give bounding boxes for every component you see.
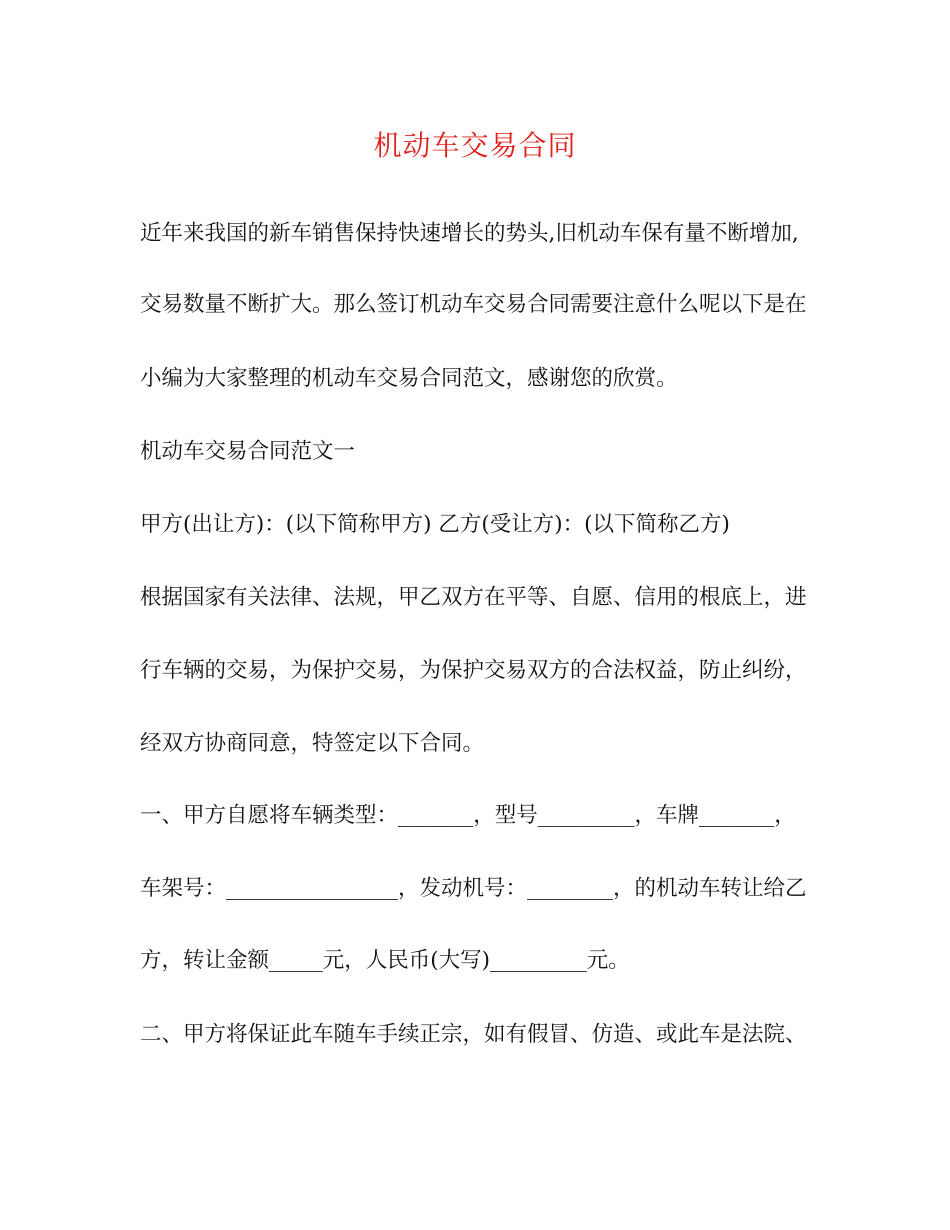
clause-line: 方，转让金额_____元，人民币(大写)_________元。 xyxy=(140,948,630,973)
clause-line: 二、甲方将保证此车随车手续正宗，如有假冒、仿造、或此车是法院、 xyxy=(140,1022,807,1047)
paragraph-line: 近年来我国的新车销售保持快速增长的势头,旧机动车保有量不断增加, xyxy=(140,221,799,246)
paragraph-line: 行车辆的交易，为保护交易，为保护交易双方的合法权益，防止纠纷， xyxy=(140,658,807,683)
party-line: 甲方(出让方)：(以下简称甲方) 乙方(受让方)：(以下简称乙方) xyxy=(140,512,730,537)
clause-line: 车架号：________________，发动机号：________，的机动车转让给乙 xyxy=(140,876,807,901)
paragraph-line: 交易数量不断扩大。那么签订机动车交易合同需要注意什么呢以下是在 xyxy=(140,292,807,317)
paragraph-line: 根据国家有关法律、法规，甲乙双方在平等、自愿、信用的根底上，进 xyxy=(140,585,807,610)
paragraph-line: 经双方协商同意，特签定以下合同。 xyxy=(140,731,485,756)
paragraph-line: 小编为大家整理的机动车交易合同范文，感谢您的欣赏。 xyxy=(140,366,678,391)
clause-line: 一、甲方自愿将车辆类型：_______，型号_________，车牌_______， xyxy=(140,803,796,828)
document-title: 机动车交易合同 xyxy=(373,129,577,162)
section-heading: 机动车交易合同范文一 xyxy=(140,439,356,464)
